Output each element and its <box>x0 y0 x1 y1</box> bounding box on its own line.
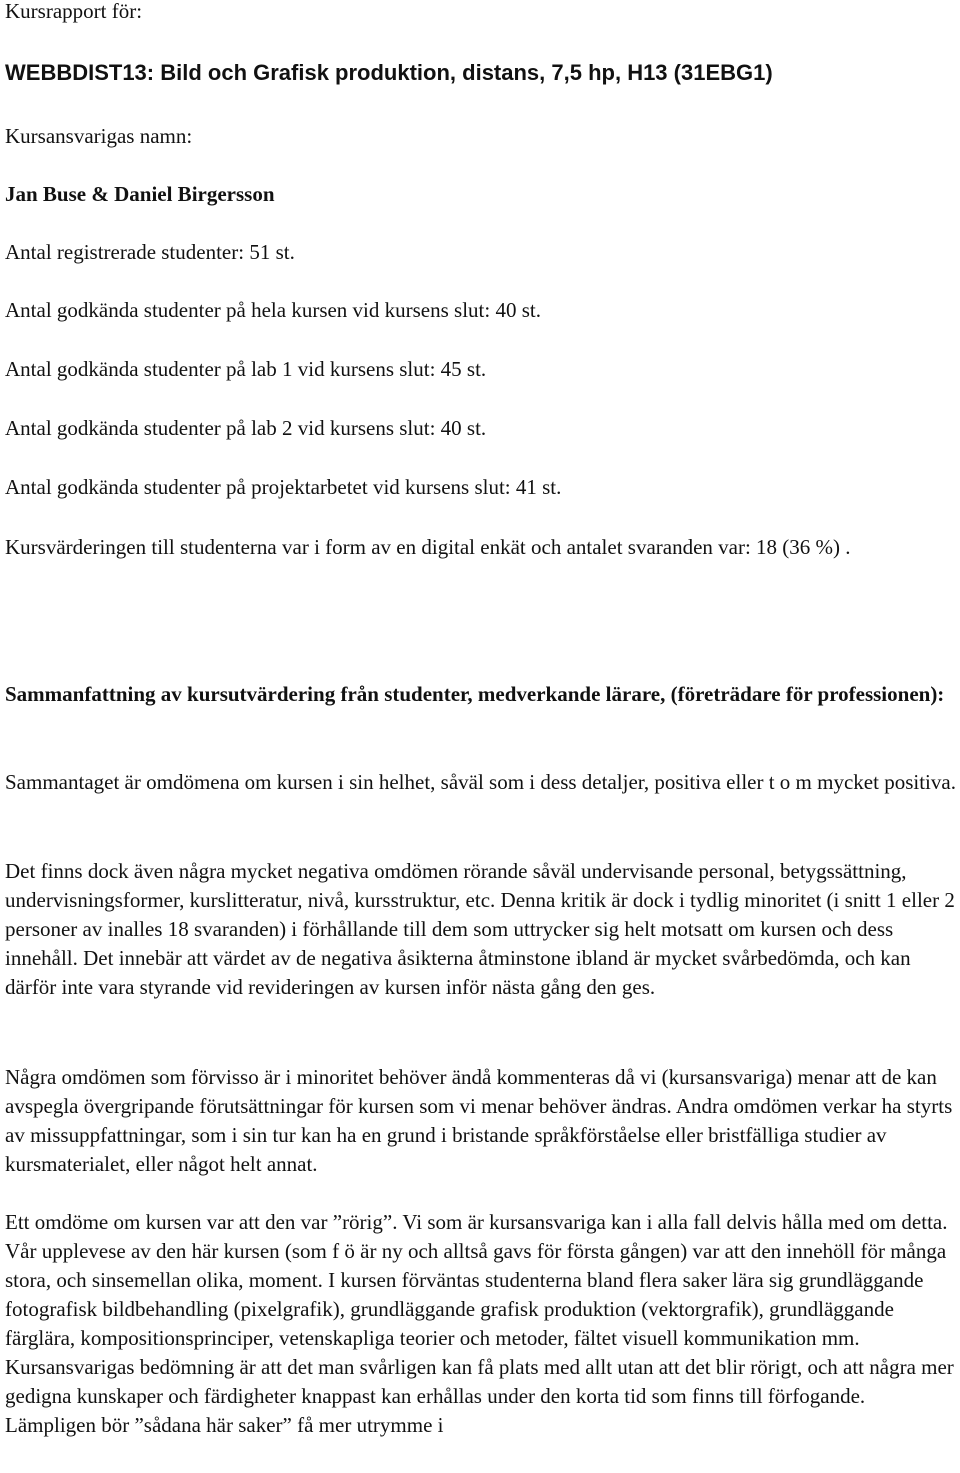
evaluation-note: Kursvärderingen till studenterna var i form av en digital enkät och antalet svaranden var: 18 (36 %) . <box>5 535 851 559</box>
summary-paragraph: Det finns dock även några mycket negativa omdömen rörande såväl undervisande personal, betygssättning, undervisningsformer, kurslitteratur, nivå, kursstruktur, etc. Denna kritik är dock i tydlig minoritet (i snitt 1 eller 2 personer av inalles 18 svaranden) i förhållande till dem som uttrycker sig helt motsatt om kursen och dess innehåll. Det innebär att värdet av de negativa åsikterna åtminstone ibland är mycket svårbedömda, och kan därför inte vara styrande vid revideringen av kursen inför nästa gång den ges. <box>5 859 955 999</box>
summary-paragraph: Ett omdöme om kursen var att den var ”rörig”. Vi som är kursansvariga kan i alla fall delvis hålla med om detta. Vår upplevese av den här kursen (som f ö är ny och alltså gavs för första gången) var att den innehöll för många stora, och sinsemellan olika, moment. I kursen förväntas studenterna bland flera saker lära sig grundläggande fotografisk bildbehandling (pixelgrafik), grundläggande grafisk produktion (vektorgrafik), grundläggande färglära, kompositionsprinciper, vetenskapliga teorier och metoder, fältet visuell kommunikation mm. Kursansvarigas bedömning är att det man svårligen kan få plats med allt utan att det blir rörigt, och att några mer gedigna kunskaper och färdigheter knappast kan erhållas under den korta tid som finns till förfogande. Lämpligen bör ”sådana här saker” få mer utrymme i <box>5 1210 954 1437</box>
responsible-names: Jan Buse & Daniel Birgersson <box>5 182 275 206</box>
stat-passed-lab-2: Antal godkända studenter på lab 2 vid kursens slut: 40 st. <box>5 416 487 440</box>
stat-passed-full-course: Antal godkända studenter på hela kursen vid kursens slut: 40 st. <box>5 298 541 322</box>
stat-passed-project: Antal godkända studenter på projektarbetet vid kursens slut: 41 st. <box>5 475 562 499</box>
summary-heading: Sammanfattning av kursutvärdering från studenter, medverkande lärare, (företrädare för professionen): <box>5 682 945 706</box>
summary-paragraph: Några omdömen som förvisso är i minoritet behöver ändå kommenteras då vi (kursansvariga) menar att de kan avspegla övergripande förutsättningar för kursen som vi menar behöver ändras. Andra omdömen verkar ha styrts av missuppfattningar, som i sin tur kan ha en grund i bristande språkförståelse eller bristfälliga studier av kursmaterialet, eller något helt annat. <box>5 1065 953 1176</box>
course-title: WEBBDIST13: Bild och Grafisk produktion, distans, 7,5 hp, H13 (31EBG1) <box>5 60 773 85</box>
stat-passed-lab-1: Antal godkända studenter på lab 1 vid kursens slut: 45 st. <box>5 357 487 381</box>
stat-registered-students: Antal registrerade studenter: 51 st. <box>5 240 295 264</box>
summary-paragraph: Sammantaget är omdömena om kursen i sin helhet, såväl som i dess detaljer, positiva eller t o m mycket positiva. <box>5 770 956 794</box>
report-label: Kursrapport för: <box>5 0 143 23</box>
responsible-label: Kursansvarigas namn: <box>5 124 193 148</box>
